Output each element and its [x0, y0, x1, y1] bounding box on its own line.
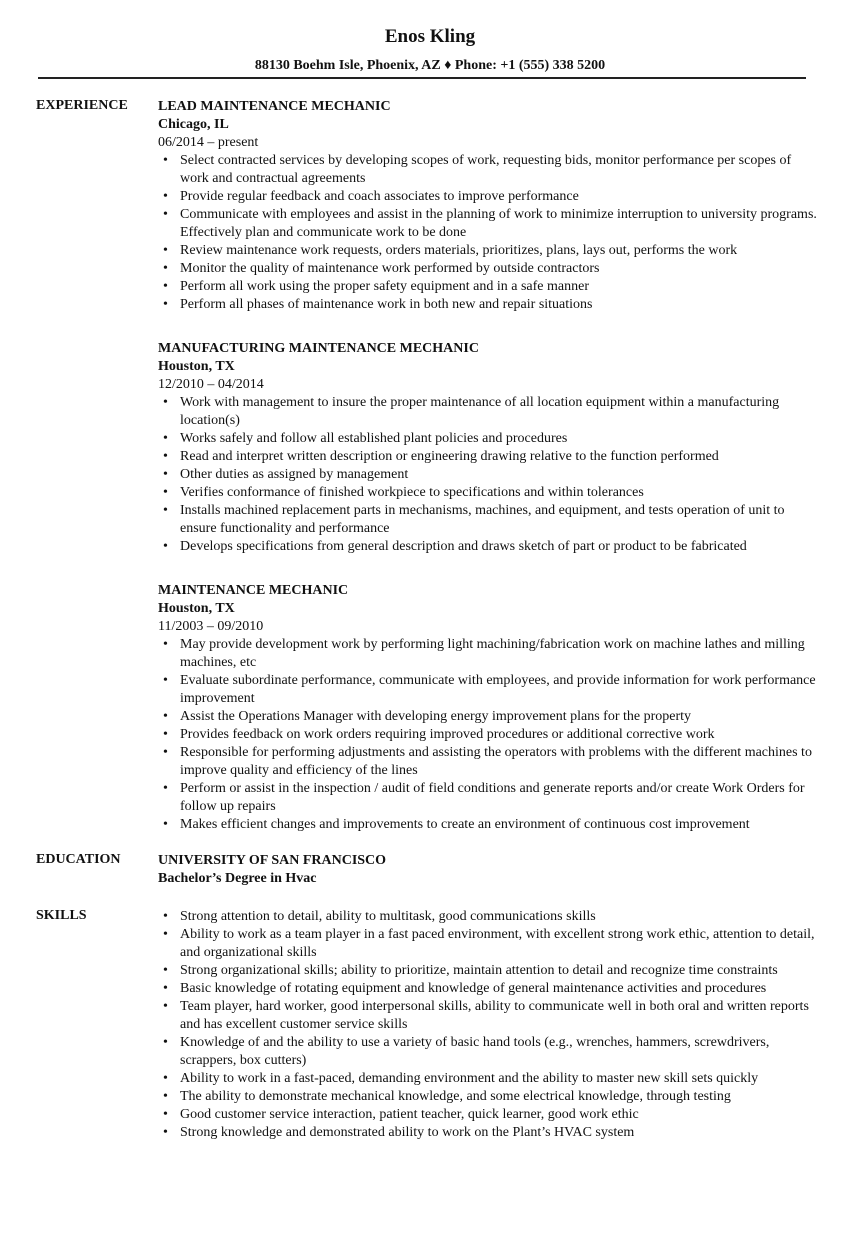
- job-entry: [158, 340, 818, 556]
- job-bullets: [158, 152, 818, 314]
- list-item: • Monitor the quality of maintenance work performed by outside contractors: [158, 260, 818, 278]
- section-label-education: EDUCATION: [36, 852, 121, 867]
- job-dates: 06/2014 – present: [158, 135, 259, 150]
- list-item: • Strong attention to detail, ability to multitask, good communications skills: [158, 908, 818, 926]
- job-location: Houston, TX: [158, 601, 235, 616]
- job-bullets: [158, 394, 818, 556]
- job-bullets: [158, 636, 818, 834]
- list-item: • Perform all phases of maintenance work in both new and repair situations: [158, 296, 818, 314]
- list-item: • Team player, hard worker, good interpersonal skills, ability to communicate well in both oral and written reports and has excellent customer service skills: [158, 998, 818, 1034]
- job-dates: 11/2003 – 09/2010: [158, 619, 264, 634]
- list-item: • Work with management to insure the proper maintenance of all location equipment within a manufacturing location(s): [158, 394, 818, 430]
- job-entry: [158, 582, 818, 834]
- list-item: • Ability to work in a fast-paced, demanding environment and the ability to master new skill sets quickly: [158, 1070, 818, 1088]
- list-item: • Makes efficient changes and improvements to create an environment of continuous cost improvement: [158, 816, 818, 834]
- list-item: • May provide development work by performing light machining/fabrication work on machine lathes and milling machines, etc: [158, 636, 818, 672]
- list-item: • Assist the Operations Manager with developing energy improvement plans for the property: [158, 708, 818, 726]
- job-location: Houston, TX: [158, 359, 235, 374]
- job-location: Chicago, IL: [158, 117, 229, 132]
- job-entry: [158, 98, 818, 314]
- list-item: • Responsible for performing adjustments and assisting the operators with problems with the different machines to improve quality and efficiency of the lines: [158, 744, 818, 780]
- job-title: MANUFACTURING MAINTENANCE MECHANIC: [158, 341, 479, 356]
- list-item: • Strong organizational skills; ability to prioritize, maintain attention to detail and recognize time constraints: [158, 962, 818, 980]
- list-item: • Works safely and follow all established plant policies and procedures: [158, 430, 818, 448]
- skills-section: [158, 908, 818, 1142]
- list-item: • Provide regular feedback and coach associates to improve performance: [158, 188, 818, 206]
- list-item: • Knowledge of and the ability to use a variety of basic hand tools (e.g., wrenches, hammers, screwdrivers, scrappers, box cutters): [158, 1034, 818, 1070]
- skills-list: [158, 908, 818, 1142]
- list-item: • Develops specifications from general description and draws sketch of part or product to be fabricated: [158, 538, 818, 556]
- section-label-skills: SKILLS: [36, 908, 87, 923]
- list-item: • Read and interpret written description or engineering drawing relative to the function performed: [158, 448, 818, 466]
- list-item: • Good customer service interaction, patient teacher, quick learner, good work ethic: [158, 1106, 818, 1124]
- degree: Bachelor’s Degree in Hvac: [158, 871, 317, 886]
- job-dates: 12/2010 – 04/2014: [158, 377, 264, 392]
- list-item: • Other duties as assigned by management: [158, 466, 818, 484]
- education-section: [158, 852, 818, 888]
- list-item: • Ability to work as a team player in a fast paced environment, with excellent strong work ethic, attention to detail, and organizational skills: [158, 926, 818, 962]
- contact-line: 88130 Boehm Isle, Phoenix, AZ ♦ Phone: +1 (555) 338 5200: [254, 58, 606, 73]
- candidate-name: Enos Kling: [384, 26, 476, 47]
- list-item: • Perform or assist in the inspection / audit of field conditions and generate reports and/or create Work Orders for follow up repairs: [158, 780, 818, 816]
- list-item: • Verifies conformance of finished workpiece to specifications and within tolerances: [158, 484, 818, 502]
- school-name: UNIVERSITY OF SAN FRANCISCO: [158, 853, 387, 868]
- experience-section: [158, 98, 818, 834]
- section-label-experience: EXPERIENCE: [36, 98, 128, 113]
- list-item: • Select contracted services by developing scopes of work, requesting bids, monitor performance per scopes of work and contractual agreements: [158, 152, 818, 188]
- header-divider: [38, 77, 806, 79]
- list-item: • Review maintenance work requests, orders materials, prioritizes, plans, lays out, performs the work: [158, 242, 818, 260]
- list-item: • Evaluate subordinate performance, communicate with employees, and provide information for work performance improvement: [158, 672, 818, 708]
- list-item: • Provides feedback on work orders requiring improved procedures or additional corrective work: [158, 726, 818, 744]
- list-item: • Communicate with employees and assist in the planning of work to minimize interruption to university programs. Effectively plan and communicate work to be done: [158, 206, 818, 242]
- list-item: • Strong knowledge and demonstrated ability to work on the Plant’s HVAC system: [158, 1124, 818, 1142]
- list-item: • Perform all work using the proper safety equipment and in a safe manner: [158, 278, 818, 296]
- list-item: • Installs machined replacement parts in mechanisms, machines, and equipment, and tests operation of unit to ensure functionality and performance: [158, 502, 818, 538]
- job-title: MAINTENANCE MECHANIC: [158, 583, 349, 598]
- list-item: • Basic knowledge of rotating equipment and knowledge of general maintenance activities and procedures: [158, 980, 818, 998]
- list-item: • The ability to demonstrate mechanical knowledge, and some electrical knowledge, through testing: [158, 1088, 818, 1106]
- job-title: LEAD MAINTENANCE MECHANIC: [158, 99, 391, 114]
